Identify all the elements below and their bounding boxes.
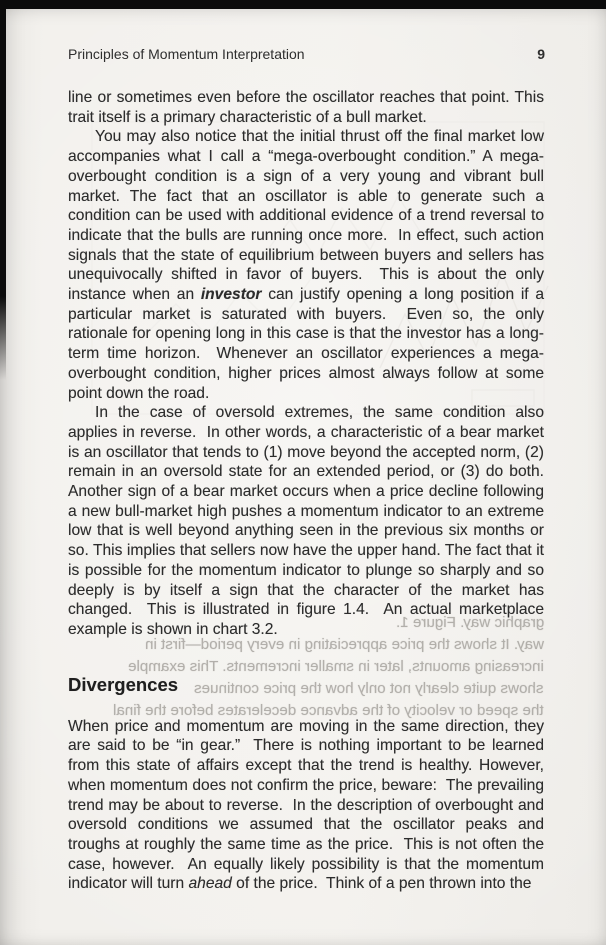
section-heading-divergences: Divergences <box>68 673 179 695</box>
bleed-through-line: graphic way. Figure 1. <box>395 614 544 631</box>
paragraph-text: You may also notice that the initial thrust off the final market low accompanies what I call a “mega-overbought condition.” A mega-overbought condition is a sign of a very young and vibrant bull market. The fact that an oscillator is able to generate such a condition can be used with additional evidence of a trend reversal to indicate that the bulls are running once more. In effect, such action signals that the state of equilibrium between buyers and sellers has unequivocally shifted in favor of buyers. This is about the only instance when an <box>68 128 544 304</box>
bleed-through-line: the speed or velocity of the advance decelerates before the final <box>113 702 544 719</box>
page-number: 9 <box>537 46 545 62</box>
paragraph-oversold-extremes: In the case of oversold extremes, the same condition also applies in reverse. In other words, a characteristic of a bear market is an oscillator that tends to (1) move beyond the accepted norm, (2) remain in an oversold state for an extended period, or (3) do both. Another sign of a bear market occurs when a price decline following a new bull-market high pushes a momentum indicator to an extreme low that is well beyond anything seen in the previous six months or so. This implies that sellers now have the upper hand. The fact that it is possible for the momentum indicator to plunge so sharply and so deeply is by itself a sign that the character of the market has changed. This is illustrated in figure 1.4. An actual marketplace example is shown in chart 3.2. <box>68 404 544 638</box>
scan-edge-top <box>0 0 606 9</box>
paragraph-text: When price and momentum are moving in the same direction, they are said to be “in gear.” There is nothing important to be learned from this state of affairs except that the trend is healthy. However, when momentum does not confirm the price, beware: The prevailing trend may be about to reverse. In the description of overbought and oversold conditions we assumed that the oscillator peaks and troughs at roughly the same time as the price. This is not often the case, however. An equally likely possibility is that the momentum indicator will turn <box>68 717 544 893</box>
emphasis-investor: investor <box>200 286 262 304</box>
paragraph-text: can justify opening a long position if a particular market is saturated with buyers. Even so, the only rationale for opening long in this case is that the investor has a long-term time horizon. Whenever an oscillator experiences a mega-overbought condition, higher prices almost always follow at some point down the road. <box>68 286 544 402</box>
page-header-title: Principles of Momentum Interpretation <box>68 46 305 62</box>
bleed-through-line: increasing amounts, later in smaller increments. This example <box>128 658 544 675</box>
body-text <box>68 88 544 894</box>
bleed-through-line: way. It shows the price appreciating in every period—first in <box>145 636 544 653</box>
paragraph-text: of the price. Think of a pen thrown into the <box>231 875 532 893</box>
running-header <box>68 46 545 62</box>
paragraph-divergences <box>68 717 544 894</box>
paragraph-mega-overbought <box>68 127 544 403</box>
scan-edge-left <box>0 0 6 380</box>
paragraph-continuation: line or sometimes even before the oscillator reaches that point. This trait itself is a primary characteristic of a bull market. <box>68 89 544 126</box>
emphasis-ahead: ahead <box>188 875 232 893</box>
bleed-through-line: shows quite clearly not only how the price continues <box>194 680 544 697</box>
